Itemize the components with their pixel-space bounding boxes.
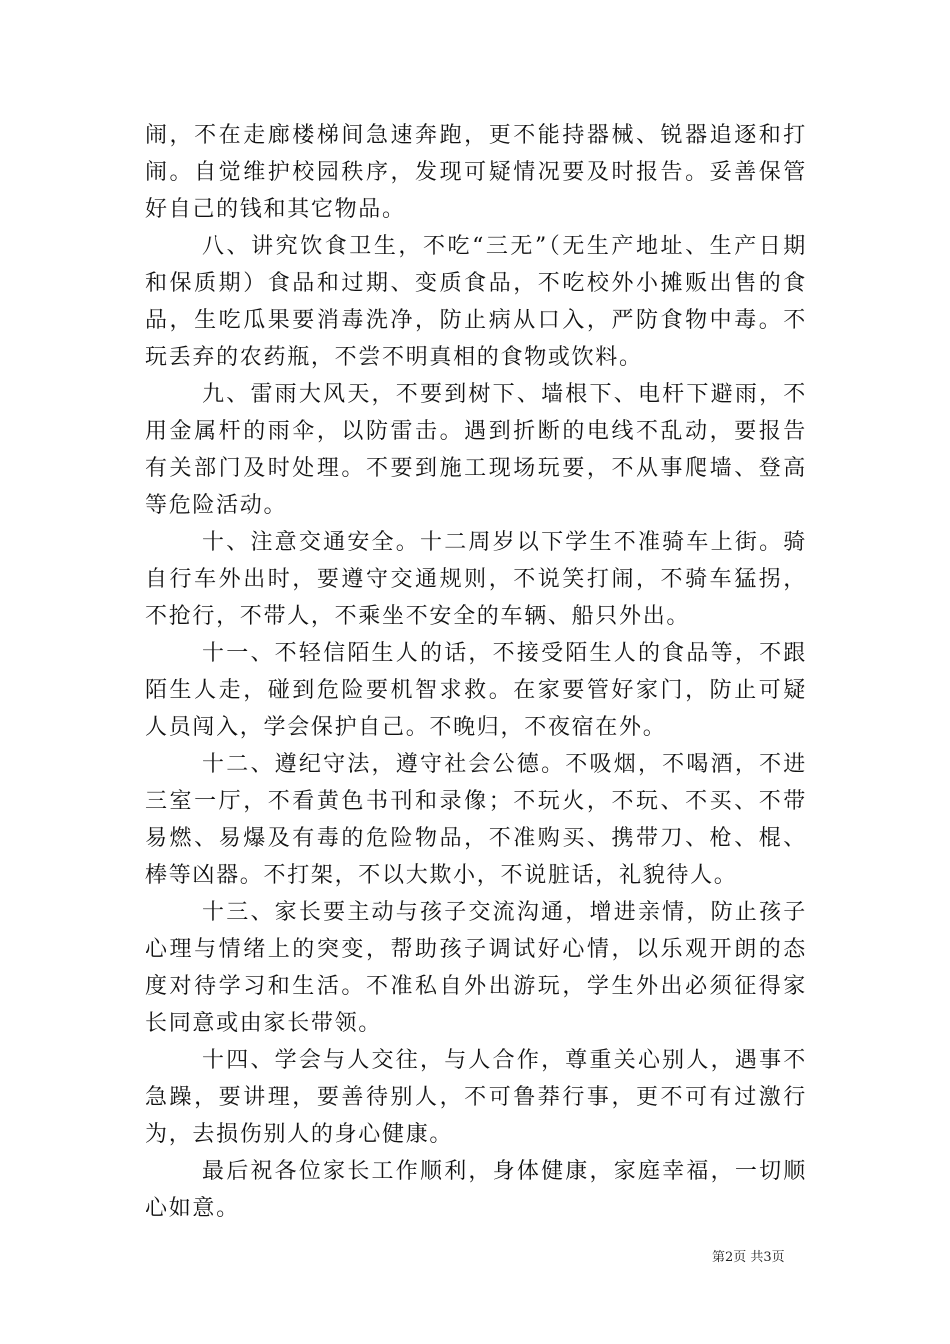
- paragraph-item-13: 十三、家长要主动与孩子交流沟通，增进亲情，防止孩子心理与情绪上的突变，帮助孩子调试好心情，以乐观开朗的态度对待学习和生活。不准私自外出游玩，学生外出必须征得家长同意或由家长带领。: [145, 900, 807, 1036]
- paragraph-item-12: 十二、遵纪守法，遵守社会公德。不吸烟，不喝酒，不进三室一厅，不看黄色书刊和录像；不玩火，不玩、不买、不带易燃、易爆及有毒的危险物品，不准购买、携带刀、枪、棍、棒等凶器。不打架，不以大欺小，不说脏话，礼貌待人。: [145, 752, 807, 888]
- paragraph-continuation: 闹，不在走廊楼梯间急速奔跑，更不能持器械、锐器追逐和打闹。自觉维护校园秩序，发现可疑情况要及时报告。妥善保管好自己的钱和其它物品。: [145, 123, 807, 222]
- document-body: [145, 117, 807, 1227]
- paragraph-item-14: 十四、学会与人交往，与人合作，尊重关心别人，遇事不急躁，要讲理，要善待别人，不可鲁莽行事，更不可有过激行为，去损伤别人的身心健康。: [145, 1048, 807, 1147]
- paragraph-item-10: 十、注意交通安全。十二周岁以下学生不准骑车上街。骑自行车外出时，要遵守交通规则，不说笑打闹，不骑车猛拐，不抢行，不带人，不乘坐不安全的车辆、船只外出。: [145, 530, 807, 629]
- paragraph-item-9: 九、雷雨大风天，不要到树下、墙根下、电杆下避雨，不用金属杆的雨伞，以防雷击。遇到折断的电线不乱动，要报告有关部门及时处理。不要到施工现场玩要，不从事爬墙、登高等危险活动。: [145, 382, 807, 518]
- paragraph-closing: 最后祝各位家长工作顺利，身体健康，家庭幸福，一切顺心如意。: [145, 1159, 807, 1221]
- page-number: 第2页 共3页: [712, 1250, 785, 1265]
- paragraph-item-11: 十一、不轻信陌生人的话，不接受陌生人的食品等，不跟陌生人走，碰到危险要机智求救。在家要管好家门，防止可疑人员闯入，学会保护自己。不晚归，不夜宿在外。: [145, 641, 807, 740]
- paragraph-item-8: 八、讲究饮食卫生，不吃“三无”（无生产地址、生产日期和保质期）食品和过期、变质食品，不吃校外小摊贩出售的食品，生吃瓜果要消毒洗净，防止病从口入，严防食物中毒。不玩丢弃的农药瓶，不尝不明真相的食物或饮料。: [145, 234, 807, 370]
